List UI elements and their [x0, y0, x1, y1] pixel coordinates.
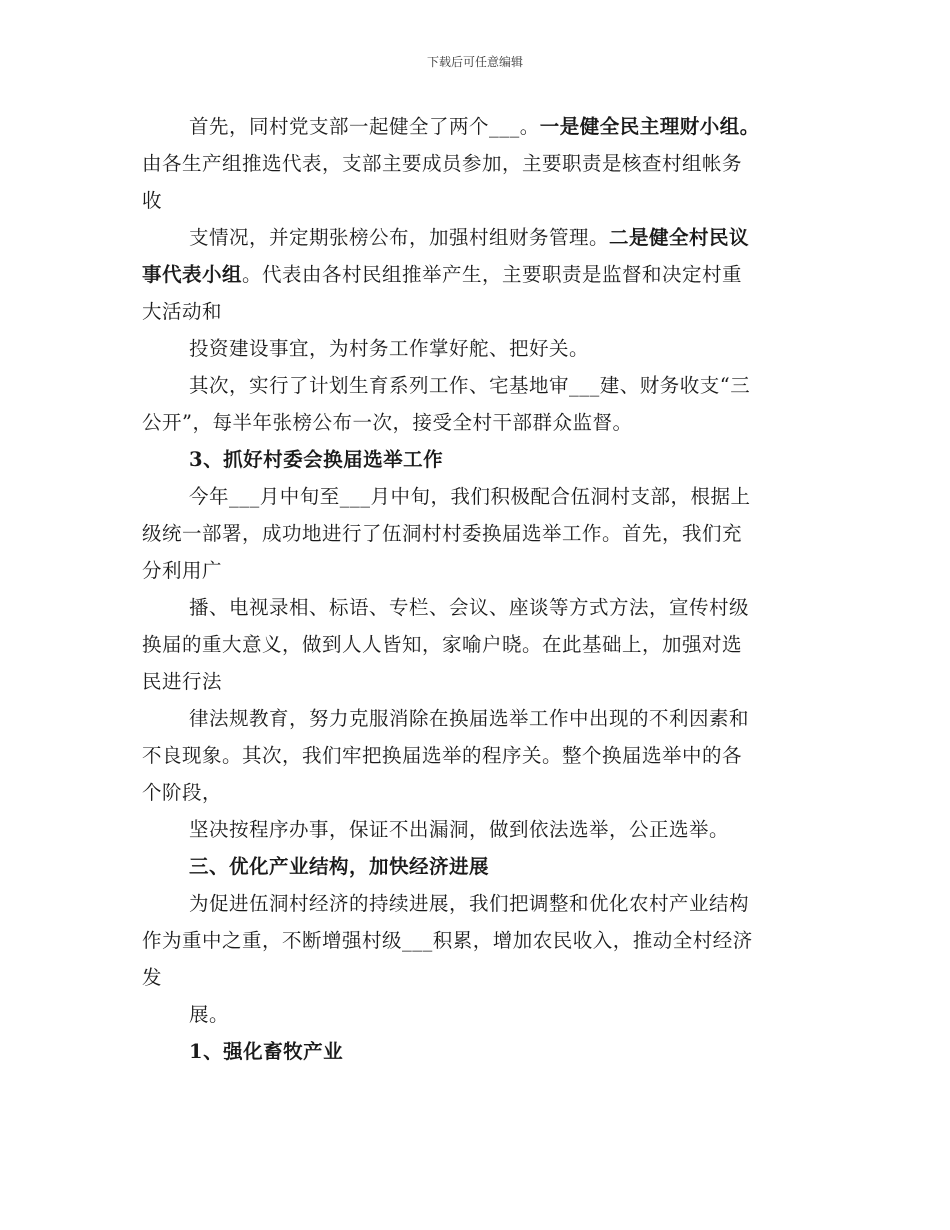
line-text: 首先，同村党支部一起健全了两个___。	[189, 115, 540, 138]
paragraph-line: 展。	[189, 1003, 230, 1026]
paragraph-line: 投资建设事宜，为村务工作掌好舵、把好关。	[189, 337, 590, 360]
page-header: 下载后可任意编辑	[426, 55, 523, 69]
paragraph-line: 发	[142, 966, 163, 989]
section-heading: 3、抓好村委会换届选举工作	[189, 448, 444, 471]
line-text: 。代表由各村民组推举产生，主要职责是监督和决定村重	[242, 263, 743, 286]
paragraph-line: 今年___月中旬至___月中旬，我们积极配合伍洞村支部，根据上	[189, 485, 751, 508]
paragraph-line: 分利用广	[142, 559, 223, 582]
paragraph-line: 律法规教育，努力克服消除在换届选举工作中出现的不利因素和	[189, 707, 750, 730]
paragraph-line: 换届的重大意义，做到人人皆知，家喻户晓。在此基础上，加强对选	[142, 633, 743, 656]
line-bold-text: 二是健全村民议	[609, 226, 750, 249]
paragraph-line: 个阶段，	[142, 781, 223, 804]
paragraph-line: 其次，实行了计划生育系列工作、宅基地审___建、财务收支“三	[189, 374, 751, 397]
paragraph-line	[142, 108, 810, 145]
paragraph-line: 民进行法	[142, 670, 223, 693]
paragraph-line	[142, 219, 810, 256]
document-body	[142, 108, 810, 1070]
section-heading: 三、优化产业结构，加快经济进展	[189, 855, 490, 878]
paragraph-line: 坚决按程序办事，保证不出漏洞，做到依法选举，公正选举。	[189, 818, 730, 841]
line-text: 支情况，并定期张榜公布，加强村组财务管理。	[189, 226, 610, 249]
paragraph-line: 不良现象。其次，我们牢把换届选举的程序关。整个换届选举中的各	[142, 744, 743, 767]
paragraph-line: 由各生产组推选代表，支部主要成员参加，主要职责是核查村组帐务	[142, 152, 743, 175]
section-heading: 1、强化畜牧产业	[189, 1040, 344, 1063]
line-bold-text: 事代表小组	[142, 263, 243, 286]
paragraph-line: 公开”，每半年张榜公布一次，接受全村干部群众监督。	[142, 411, 633, 434]
line-bold-text: 一是健全民主理财小组。	[539, 115, 760, 138]
paragraph-line: 级统一部署，成功地进行了伍洞村村委换届选举工作。首先，我们充	[142, 522, 743, 545]
paragraph-line: 为促进伍洞村经济的持续进展，我们把调整和优化农村产业结构	[189, 892, 750, 915]
paragraph-line: 大活动和	[142, 300, 223, 323]
paragraph-line: 播、电视录相、标语、专栏、会议、座谈等方式方法，宣传村级	[189, 596, 750, 619]
paragraph-line: 收	[142, 189, 163, 212]
paragraph-line: 作为重中之重，不断增强村级___积累，增加农民收入，推动全村经济	[142, 929, 753, 952]
paragraph-line	[142, 256, 810, 293]
